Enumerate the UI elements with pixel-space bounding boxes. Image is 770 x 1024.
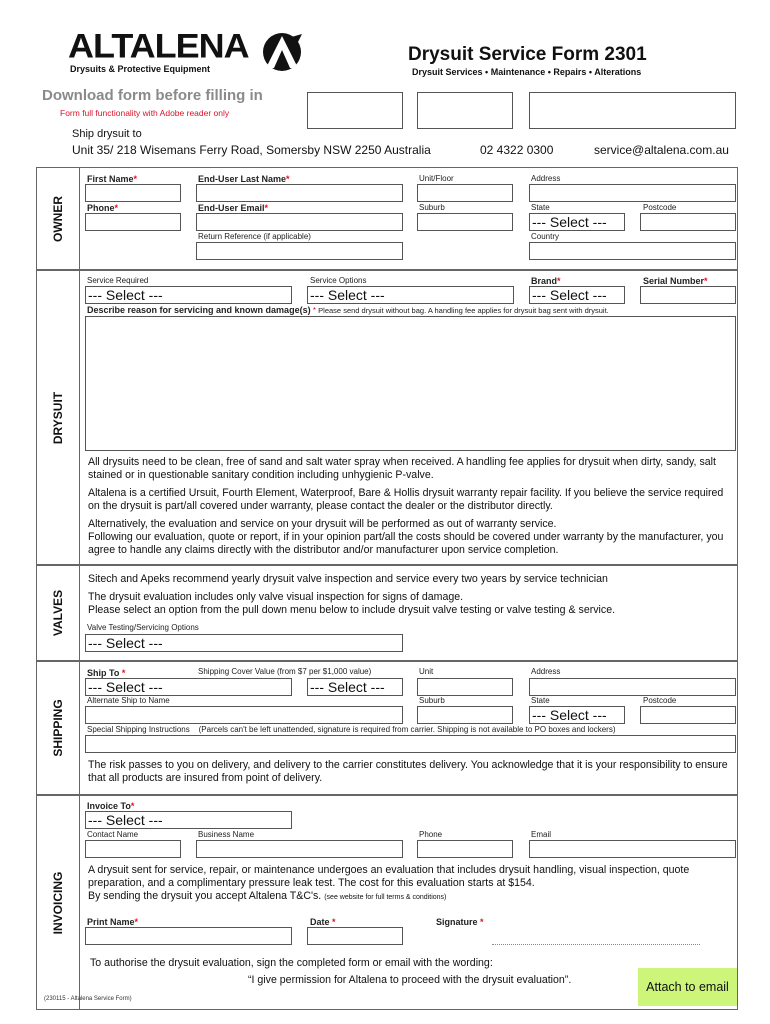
valves-title: VALVES	[51, 589, 65, 637]
country-label: Country	[531, 232, 560, 241]
drysuit-para-4: Following our evaluation, quote or report, if in your opinion part/all the costs should be covered under warranty by the manufacturer, you agree to handle any claims directly with the distributor and/or manufacturer upon service completion.	[88, 531, 724, 556]
valve-options-select[interactable]: --- Select ---	[85, 634, 403, 652]
serial-number-field[interactable]	[640, 286, 736, 304]
ship-to-label-field: Ship To *	[87, 668, 126, 678]
signature-label: Signature *	[436, 917, 484, 927]
first-name-field[interactable]	[85, 184, 181, 202]
country-field[interactable]	[529, 242, 736, 260]
ship-address: Unit 35/ 218 Wisemans Ferry Road, Somersby NSW 2250 Australia	[72, 143, 431, 157]
form-title: Drysuit Service Form 2301	[408, 44, 647, 65]
invoice-to-select[interactable]: --- Select ---	[85, 811, 292, 829]
alternate-name-label: Alternate Ship to Name	[87, 696, 170, 705]
contact-name-field[interactable]	[85, 840, 181, 858]
altalena-logo-icon	[258, 30, 306, 74]
drysuit-title: DRYSUIT	[51, 391, 65, 444]
invoice-phone-field[interactable]	[417, 840, 513, 858]
brand-tagline: Drysuits & Protective Equipment	[70, 64, 211, 74]
attach-to-email-button[interactable]: Attach to email	[638, 968, 737, 1006]
service-options-select[interactable]: --- Select ---	[307, 286, 514, 304]
header-field-2[interactable]	[417, 92, 513, 129]
valves-line-2: The drysuit evaluation includes only valve visual inspection for signs of damage.	[88, 591, 464, 603]
describe-textarea[interactable]	[85, 316, 736, 451]
return-reference-label: Return Reference (if applicable)	[198, 232, 311, 241]
print-name-label: Print Name*	[87, 917, 139, 927]
shipping-unit-field[interactable]	[417, 678, 513, 696]
header-field-1[interactable]	[307, 92, 403, 129]
invoicing-para-2: By sending the drysuit you accept Altalena T&C's. (see website for full terms & conditions)	[88, 890, 447, 902]
cover-value-label: Shipping Cover Value (from $7 per $1,000 value)	[198, 667, 372, 676]
owner-title: OWNER	[51, 195, 65, 242]
unit-floor-field[interactable]	[417, 184, 513, 202]
ship-to-label: Ship drysuit to	[72, 128, 142, 140]
address-label: Address	[531, 174, 561, 183]
ship-to-select[interactable]: --- Select ---	[85, 678, 292, 696]
last-name-label: End-User Last Name*	[198, 174, 290, 184]
form-subtitle: Drysuit Services • Maintenance • Repairs • Alterations	[412, 67, 642, 77]
email-field[interactable]	[196, 213, 403, 231]
owner-state-select[interactable]: --- Select ---	[529, 213, 625, 231]
date-field[interactable]	[307, 927, 403, 945]
invoice-email-label: Email	[531, 830, 552, 839]
suburb-label: Suburb	[419, 203, 445, 212]
invoice-phone-label: Phone	[419, 830, 443, 839]
shipping-unit-label: Unit	[419, 667, 434, 676]
shipping-risk-text: The risk passes to you on delivery, and delivery to the carrier constitutes delivery. You acknowledge that it is your responsibility to ensure that all products are insured from point of delivery.	[88, 759, 728, 784]
suburb-field[interactable]	[417, 213, 513, 231]
shipping-address-field[interactable]	[529, 678, 736, 696]
drysuit-para-3: Alternatively, the evaluation and service on your drysuit will be performed as out of warranty service.	[88, 518, 557, 530]
invoice-to-label: Invoice To*	[87, 801, 135, 811]
shipping-address-label: Address	[531, 667, 561, 676]
first-name-label: First Name*	[87, 174, 138, 184]
ship-phone: 02 4322 0300	[480, 143, 554, 157]
shipping-title: SHIPPING	[51, 699, 65, 757]
download-notice: Download form before filling in	[42, 87, 263, 104]
state-label: State	[531, 203, 550, 212]
serial-number-label: Serial Number*	[643, 276, 708, 286]
contact-name-label: Contact Name	[87, 830, 139, 839]
postcode-field[interactable]	[640, 213, 736, 231]
ship-email: service@altalena.com.au	[594, 143, 729, 157]
valves-line-3: Please select an option from the pull down menu below to include drysuit valve testing or valve testing & service.	[88, 604, 616, 616]
special-instructions-label: Special Shipping Instructions (Parcels can't be left unattended, signature is required from carrier. Shipping is not available to PO boxes and lockers)	[87, 725, 616, 734]
service-options-label: Service Options	[310, 276, 367, 285]
address-field[interactable]	[529, 184, 736, 202]
authorise-text: To authorise the drysuit evaluation, sign the completed form or email with the wording:	[90, 957, 493, 969]
drysuit-para-2: Altalena is a certified Ursuit, Fourth Element, Waterproof, Bare & Hollis drysuit warranty repair facility. If you believe the service required on the drysuit is part/all covered under warranty, please contact the dealer or the distributor directly.	[88, 487, 724, 512]
print-name-field[interactable]	[85, 927, 292, 945]
shipping-postcode-field[interactable]	[640, 706, 736, 724]
email-label: End-User Email*	[198, 203, 269, 213]
footer-code: (230115 - Altalena Service Form)	[44, 996, 132, 1002]
service-required-select[interactable]: --- Select ---	[85, 286, 292, 304]
phone-label: Phone*	[87, 203, 119, 213]
invoicing-title: INVOICING	[51, 871, 65, 934]
business-name-field[interactable]	[196, 840, 403, 858]
service-required-label: Service Required	[87, 276, 149, 285]
authorise-quote: “I give permission for Altalena to proceed with the drysuit evaluation”.	[248, 974, 572, 986]
last-name-field[interactable]	[196, 184, 403, 202]
postcode-label: Postcode	[643, 203, 677, 212]
shipping-postcode-label: Postcode	[643, 696, 677, 705]
adobe-notice: Form full functionality with Adobe reader only	[60, 108, 230, 118]
unit-floor-label: Unit/Floor	[419, 174, 454, 183]
valves-line-1: Sitech and Apeks recommend yearly drysuit valve inspection and service every two years by service technician	[88, 573, 608, 585]
describe-label: Describe reason for servicing and known damage(s) * Please send drysuit without bag. A handling fee applies for drysuit bag sent with drysuit.	[87, 305, 609, 315]
valve-options-label: Valve Testing/Servicing Options	[87, 623, 199, 632]
alternate-name-field[interactable]	[85, 706, 403, 724]
cover-value-select[interactable]: --- Select ---	[307, 678, 403, 696]
business-name-label: Business Name	[198, 830, 255, 839]
shipping-state-label: State	[531, 696, 550, 705]
return-reference-field[interactable]	[196, 242, 403, 260]
drysuit-para-1: All drysuits need to be clean, free of sand and salt water spray when received. A handling fee applies for drysuit when dirty, sandy, salt stained or in questionable sanitary condition including unhygienic P-valve.	[88, 456, 716, 481]
shipping-state-select[interactable]: --- Select ---	[529, 706, 625, 724]
brand-label: Brand*	[531, 276, 561, 286]
brand-select[interactable]: --- Select ---	[529, 286, 625, 304]
phone-field[interactable]	[85, 213, 181, 231]
invoice-email-field[interactable]	[529, 840, 736, 858]
invoicing-para-1: A drysuit sent for service, repair, or maintenance undergoes an evaluation that includes drysuit handling, visual inspection, quote preparation, and a complimentary pressure leak test. The cost for this evaluation starts at $154.	[88, 864, 690, 889]
header-field-3[interactable]	[529, 92, 736, 129]
brand-name: ALTALENA	[68, 26, 249, 65]
shipping-suburb-field[interactable]	[417, 706, 513, 724]
date-label: Date *	[310, 917, 336, 927]
shipping-suburb-label: Suburb	[419, 696, 445, 705]
signature-line[interactable]	[492, 944, 700, 945]
special-instructions-field[interactable]	[85, 735, 736, 753]
